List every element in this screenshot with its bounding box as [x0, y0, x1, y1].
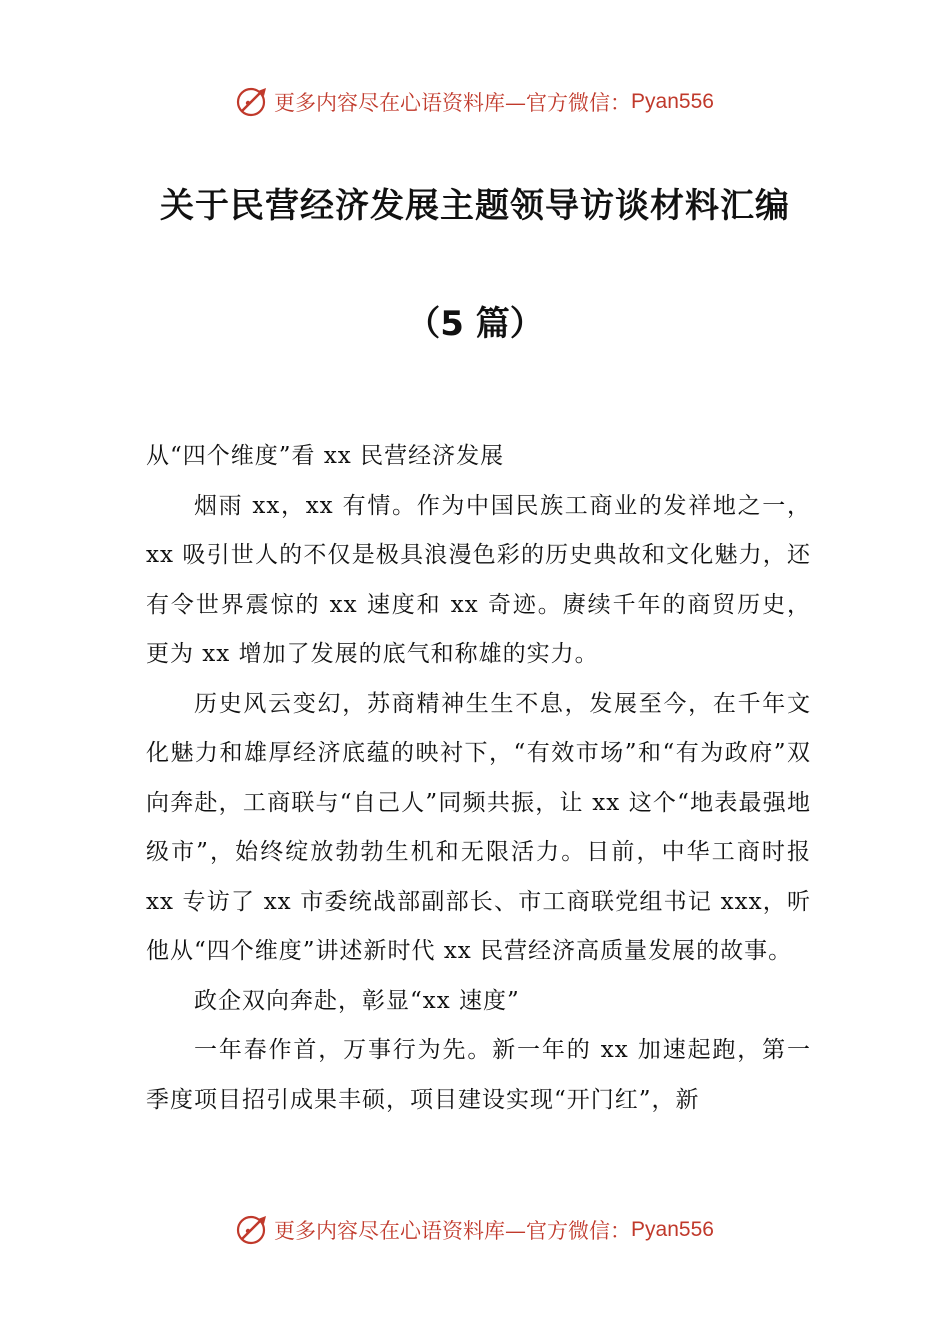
- section-heading: 从“四个维度”看 xx 民营经济发展: [146, 443, 505, 469]
- document-body: [146, 432, 811, 1125]
- paragraph: 烟雨 xx，xx 有情。作为中国民族工商业的发祥地之一，xx 吸引世人的不仅是极具浪漫色彩的历史典故和文化魅力，还有令世界震惊的 xx 速度和 xx 奇迹。赓续千年的商贸历史，更为 xx 增加了发展的底气和称雄的实力。: [146, 492, 811, 667]
- banner-text: 更多内容尽在心语资料库—官方微信：: [274, 91, 632, 115]
- pen-logo-icon: [236, 85, 270, 119]
- document-title: 关于民营经济发展主题领导访谈材料汇编: [160, 186, 790, 226]
- wechat-handle: Pyan556: [631, 90, 714, 113]
- subheading: 政企双向奔赴，彰显“xx 速度”: [194, 987, 520, 1014]
- pen-logo-icon: [236, 1213, 270, 1247]
- header-banner: [0, 82, 950, 122]
- document-subtitle: （5 篇）: [406, 304, 544, 344]
- paragraph: 一年春作首，万事行为先。新一年的 xx 加速起跑，第一季度项目招引成果丰硕，项目建设实现“开门红”，新: [146, 1037, 811, 1113]
- wechat-handle: Pyan556: [631, 1218, 714, 1241]
- banner-text: 更多内容尽在心语资料库—官方微信：: [274, 1219, 632, 1243]
- paragraph: 历史风云变幻，苏商精神生生不息，发展至今，在千年文化魅力和雄厚经济底蕴的映衬下，“有效市场”和“有为政府”双向奔赴，工商联与“自己人”同频共振，让 xx 这个“地表最强地级市”，始终绽放勃勃生机和无限活力。日前，中华工商时报 xx 专访了 xx 市委统战部副部长、市工商联党组书记 xxx，听他从“四个维度”讲述新时代 xx 民营经济高质量发展的故事。: [146, 690, 811, 964]
- footer-banner: [0, 1210, 950, 1250]
